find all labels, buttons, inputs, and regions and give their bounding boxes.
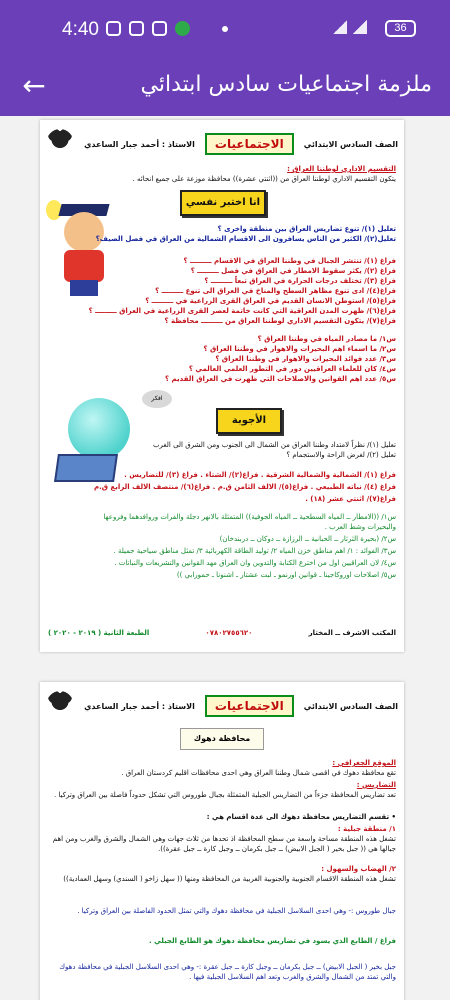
test-line: فراغ(٧)/ يتكون التقسيم الاداري لوطننا العراق من ـــــــــ محافظة ؟ [164, 317, 396, 325]
content-line: التضاريس : [356, 781, 396, 789]
footer-office: المكتب الاشرف ــ المختار [308, 629, 396, 637]
content-line: تقع محافظة دهوك في اقصى شمال وطننا العراق وهي احدى محافظات اقليم كردستان العراق . [121, 769, 396, 777]
province-title: محافظة دهوك [180, 728, 264, 750]
test-line: فراغ (٢)/ يكثر سقوط الامطار في العراق في فصل ـــــــــ ؟ [190, 267, 396, 275]
subject-title: الاجتماعيات [205, 133, 294, 155]
answer-line: س١/ ((الامطار ــ المياه السطحية ــ المياه الجوفية)) المتمثلة بالانهر دجلة والفرات وروافدهما وفروعها [103, 513, 396, 521]
answer-line: س٤/ لان العراقيين اول من اخترع الكتابة والتدوين وان العراق مهد القوانين والتشريعات والنباتات . [114, 559, 396, 567]
content-line: تشغل هذه المنطقة مساحة واسعة من سطح المحافظة اذ تحدها من ثلاث جهات وهي الشمال والشرق والغرب ومن اهم جبالها هي (( جبل بخير ( الجبل الابيض) ــ جبل بكرمان ــ وجبل كارة ــ جبل عقرة)). [52, 835, 396, 853]
teacher-label: الاستاذ : أحمد جبار الساعدي [84, 701, 195, 711]
signal-icon [333, 20, 347, 34]
notification-dot-icon [222, 26, 228, 32]
question-line: س٣/ عدد فوائد البحيرات والاهوار في وطننا العراق ؟ [215, 355, 396, 363]
test-line: تعليل (١)/ تنوع تضاريس العراق بين منطقة واخرى ؟ [217, 225, 396, 233]
test-line: فراغ (١)/ تنتشر الجبال في وطننا العراق في الاقسام ـــــــــ ؟ [183, 257, 396, 265]
content-line: ١/ منطقة جبلية : [337, 825, 396, 833]
question-line: س١/ ما مصادر المياه في وطننا العراق ؟ [257, 335, 396, 343]
page-header [46, 688, 398, 724]
whatsapp-icon [106, 21, 121, 36]
test-line: فراغ (٣)/ تختلف درجات الحرارة في العراق تبعاً ـــــــــ ؟ [204, 277, 396, 285]
answer-line: والبحيرات وشط العرب . [324, 523, 396, 531]
discord-icon [129, 21, 144, 36]
question-line: س٤/ كان للعلماء العراقيين دور في التطور العلمي العالمي ؟ [188, 365, 396, 373]
app-bar [0, 58, 450, 116]
answer-line: س٣/ الفوائد : ١/ اهم مناطق خزن المياه ٢/ توليد الطاقة الكهربائية ٣/ تمثل مناطق سياحية جميلة . [113, 547, 396, 555]
answer-line: تعليل (٢)/ لغرض الراحة والاستجمام ؟ [286, 451, 396, 459]
content-line: جبال طوروس :- وهي احدى السلاسل الجبلية في محافظة دهوك والتي تمثل الحدود الفاصلة بين العراق وتركيا . [77, 907, 396, 915]
content-line: ٢/ الهضاب والسهول : [321, 865, 396, 873]
instagram-icon [152, 21, 167, 36]
content-line: فراغ / الطابع الذي يسود في تضاريس محافظة دهوك هو الطابع الجبلي . [149, 937, 396, 945]
answer-line: س٥/ اصلاحات اوروكاجينا ـ قوانين اورنمو ـ لبت عشتار ـ اشنونا ـ حمورابي )) [176, 571, 396, 579]
test-line: فراغ(٤)/ ادى تنوع مظاهر السطح والمناخ في العراق الى تنوع ـــــــــ ؟ [155, 287, 396, 295]
answer-line: تعليل (١)/ نظراً لامتداد وطننا العراق من الشمال الى الجنوب ومن الشرق الى الغرب [152, 441, 396, 449]
app-icon [175, 21, 190, 36]
signal-icons [333, 20, 367, 34]
status-time: 4:40 [62, 19, 99, 40]
question-line: س٥/ عدد اهم القوانين والاصلاحات التي ظهرت في العراق القديم ؟ [165, 375, 396, 383]
status-bar [0, 0, 450, 58]
teacher-label: الاستاذ : أحمد جبار الساعدي [84, 139, 195, 149]
answer-line: فراغ (٤)/ نباته الطبيعي . فراغ(٥)/ الالف الثامن ق.م . فراغ(٦)/ منتصف الالف الرابع ق.م [94, 483, 396, 491]
answers-banner: الأجوبة [216, 408, 282, 434]
signal-icon-2 [353, 20, 367, 34]
page-header [46, 126, 398, 162]
test-banner: انا اختبر نفسي [180, 190, 266, 216]
footer-phone: ٠٧٨٠٢٧٥٥٦٢٠ [205, 629, 253, 637]
content-line: الموقع الجغرافي : [332, 759, 396, 767]
section-title: التقسيم الاداري لوطننا العراق : [287, 165, 396, 173]
content-line: جبل بخير ( الجبل الابيض) ــ جبل بكرمان ــ وجبل كارة ــ جبل عقرة :- وهي احدى السلاسل الجبلية في محافظة دهوك والتي تمتد من الشمال والشرق والغرب وتعد اهم السلاسل الجبلية فيها . [59, 963, 396, 981]
answer-line: فراغ(٧)/ اثنتي عشر (١٨) . [305, 495, 396, 503]
question-line: س٢/ ما اسماء اهم البحيرات والاهوار في وطننا العراق ؟ [203, 345, 396, 353]
document-page-1 [40, 120, 404, 652]
test-line: فراغ(٦)/ ظهرت المدن العراقية التي كانت خاتمة لعصر القرى الزراعية في العراق ـــــــــ ؟ [88, 307, 396, 315]
content-line: تشغل هذه المنطقة الاقسام الجنوبية والجنوبية الغربية من المحافظة ومنها (( سهل زاخو ( السندي) وسهل العمادية)) [63, 875, 396, 883]
content-line: تعد تضاريس المحافظة جزءاً من التضاريس الجبلية المتمثلة بجبال طوروس التي تشكل حدوداً فاصلة بين العراق وتركيا . [53, 791, 396, 799]
footer-print: الطبعة الثانية ( ٢٠١٩ - ٢٠٢٠ ) [48, 629, 150, 637]
section-text: يتكون التقسيم الاداري لوطننا العراق من ((اثنتي عشرة)) محافظة موزعة على جميع انحائه . [132, 175, 396, 183]
document-viewer[interactable] [0, 116, 450, 1000]
answer-line: س٢/ (بحيرة الثرثار ــ الحبانية ــ الرزازة ــ دوكان ــ دربندخان) [219, 535, 396, 543]
test-line: فراغ(٥)/ استوطن الانسان القديم في العراق القرى الزراعية في ـــــــــ ؟ [145, 297, 396, 305]
mickey-mouse-icon [46, 691, 74, 721]
battery-icon: 36 [385, 20, 416, 37]
test-line: تعليل(٢)/ الكثير من الناس يسافرون الى الاقسام الشمالية من العراق في فصل الصيف؟ [95, 235, 396, 243]
content-line: • تقسم التضاريس محافظة دهوك الى عدة اقسام هي : [206, 813, 396, 821]
back-arrow-icon[interactable]: ← [22, 69, 46, 102]
thought-bubble: افكر [142, 390, 172, 408]
page-footer [48, 620, 396, 646]
document-page-2 [40, 682, 404, 1000]
notification-icons [106, 21, 190, 36]
grade-label: الصف السادس الابتدائي [303, 139, 398, 149]
grade-label: الصف السادس الابتدائي [303, 701, 398, 711]
answer-line: فراغ (١)/ الشمالية والشمالية الشرقية . فراغ(٢)/ الشتاء . فراغ (٣)/ للتضاريس . [124, 471, 396, 479]
mickey-mouse-icon [46, 129, 74, 159]
app-title: ملزمة اجتماعيات سادس ابتدائي [140, 72, 432, 97]
subject-title: الاجتماعيات [205, 695, 294, 717]
